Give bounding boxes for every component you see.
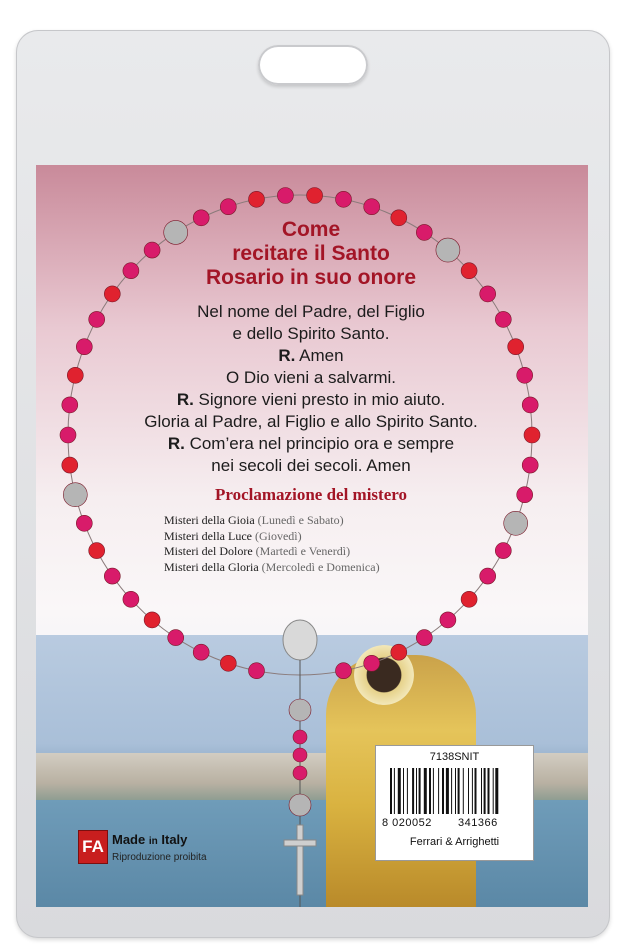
rosary-bead xyxy=(104,568,120,584)
grey-bead xyxy=(504,511,528,535)
rosary-bead xyxy=(60,427,76,443)
mystery-item: Misteri della Gloria (Mercoledì e Domenica) xyxy=(164,559,380,574)
barcode-bar xyxy=(394,768,395,814)
barcode-bar xyxy=(412,768,414,814)
prayer-line: Nel nome del Padre, del Figlio xyxy=(197,302,425,321)
mysteries-list xyxy=(164,513,484,575)
rosary-bead xyxy=(62,397,78,413)
rosary-bead xyxy=(364,199,380,215)
barcode-bar xyxy=(429,768,431,814)
barcode-bar xyxy=(398,768,401,814)
barcode-bar xyxy=(424,768,427,814)
title-line: Come xyxy=(281,218,341,241)
proclamation-title: Proclamazione del mistero xyxy=(215,485,407,504)
title-line: Rosario in suo onore xyxy=(205,266,417,289)
rosary-bead xyxy=(89,311,105,327)
rosary-bead xyxy=(76,339,92,355)
barcode-bar xyxy=(472,768,473,814)
rosary-bead xyxy=(123,591,139,607)
rosary-bead xyxy=(416,630,432,646)
rosary-bead xyxy=(495,543,511,559)
barcode-bar xyxy=(463,768,464,814)
rosary-bead xyxy=(517,487,533,503)
barcode-bar xyxy=(403,768,404,814)
mystery-item: Misteri del Dolore (Martedì e Venerdì) xyxy=(164,544,351,558)
barcode-bar xyxy=(493,768,494,814)
barcode-bar xyxy=(407,768,408,814)
rosary-bead xyxy=(440,612,456,628)
grey-bead xyxy=(63,483,87,507)
rosary-bead xyxy=(76,515,92,531)
pendant-bead xyxy=(293,748,307,762)
pendant-bead xyxy=(289,794,311,816)
rosary-bead xyxy=(336,191,352,207)
reproduction-notice: Riproduzione proibita xyxy=(112,852,207,863)
prayer-text xyxy=(116,301,506,477)
prayer-line: e dello Spirito Santo. xyxy=(232,324,390,343)
made-in-italy-text: Made in Italy xyxy=(112,832,188,847)
rosary-bead xyxy=(522,397,538,413)
rosary-bead xyxy=(144,612,160,628)
mystery-item: Misteri della Luce (Giovedì) xyxy=(164,528,302,543)
product-code: 7138SNIT xyxy=(429,751,480,763)
barcode-bar xyxy=(484,768,486,814)
made-in-italy-badge xyxy=(78,828,243,878)
barcode-bar xyxy=(455,768,456,814)
barcode-bar xyxy=(475,768,477,814)
prayer-block xyxy=(116,218,506,477)
title-line: recitare il Santo xyxy=(232,242,390,265)
prayer-line: nei secoli dei secoli. Amen xyxy=(211,456,411,475)
rosary-bead xyxy=(461,591,477,607)
barcode-bar xyxy=(468,768,469,814)
rosary-bead xyxy=(168,630,184,646)
rosary-bead xyxy=(249,663,265,679)
rosary-bead xyxy=(277,188,293,204)
barcode-bar xyxy=(442,768,444,814)
crucifix-bar xyxy=(284,840,316,846)
barcode-bar xyxy=(433,768,434,814)
rosary-bead xyxy=(508,339,524,355)
prayer-title xyxy=(116,218,506,290)
prayer-line: R. Amen xyxy=(278,346,344,365)
barcode-bar xyxy=(488,768,490,814)
hanger-hole-icon xyxy=(258,45,368,85)
barcode-bar xyxy=(495,768,498,814)
rosary-bead xyxy=(524,427,540,443)
ean-right: 341366 xyxy=(458,817,498,829)
pendant-bead xyxy=(293,730,307,744)
rosary-bead xyxy=(67,367,83,383)
rosary-bead xyxy=(249,191,265,207)
rosary-bead xyxy=(364,655,380,671)
rosary-bead xyxy=(193,644,209,660)
barcode-bar xyxy=(416,768,417,814)
prayer-line: R. Signore vieni presto in mio aiuto. xyxy=(176,390,446,409)
barcode-bar xyxy=(446,768,449,814)
rosary-bead xyxy=(307,188,323,204)
crucifix-icon xyxy=(297,825,303,895)
rosary-bead xyxy=(391,644,407,660)
fa-logo-icon: FA xyxy=(78,830,108,864)
mystery-item: Misteri della Gioia (Lunedì e Sabato) xyxy=(164,513,344,527)
rosary-bead xyxy=(522,457,538,473)
ean-left: 8 020052 xyxy=(382,817,432,829)
barcode-label xyxy=(375,745,534,861)
rosary-bead xyxy=(89,543,105,559)
rosary-bead xyxy=(220,199,236,215)
prayer-line: R. Com’era nel principio ora e sempre xyxy=(167,434,455,453)
rosary-bead xyxy=(336,663,352,679)
company-name: Ferrari & Arrighetti xyxy=(409,836,500,848)
rosary-bead xyxy=(517,367,533,383)
barcode-bar xyxy=(481,768,482,814)
barcode-bar xyxy=(419,768,421,814)
pendant-bead xyxy=(293,766,307,780)
barcode-bar xyxy=(390,768,392,814)
medallion xyxy=(283,620,317,660)
barcode-bar xyxy=(458,768,460,814)
barcode-icon xyxy=(390,768,520,816)
barcode-bar xyxy=(438,768,439,814)
prayer-line: O Dio vieni a salvarmi. xyxy=(225,368,397,387)
rosary-bead xyxy=(62,457,78,473)
pendant-bead xyxy=(289,699,311,721)
barcode-bar xyxy=(451,768,452,814)
rosary-bead xyxy=(220,655,236,671)
prayer-line: Gloria al Padre, al Figlio e allo Spirito Santo. xyxy=(144,412,478,431)
